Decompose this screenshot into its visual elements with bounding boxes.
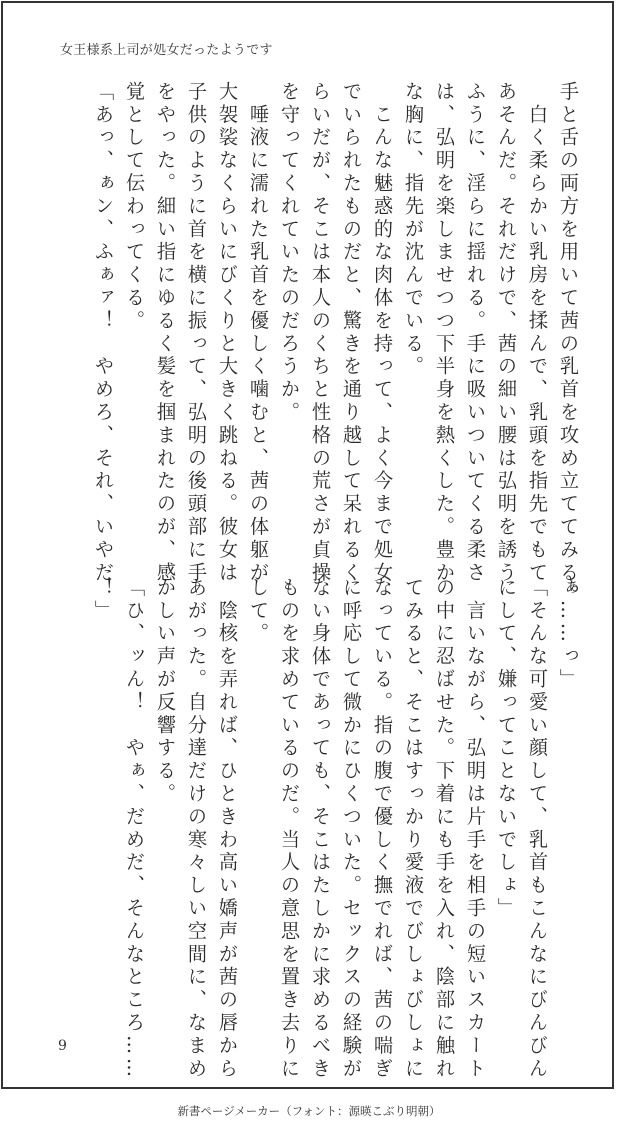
text-column: をやった。細い指にゆるく髪を掴まれたのが、感 bbox=[154, 81, 177, 585]
text-column: てみると、そこはすっかり愛液でびしょびしょに bbox=[402, 577, 425, 1081]
text-column: な胸に、指先が沈んでいる。 bbox=[402, 81, 425, 379]
text-column: 「あっ、ぁン、ふぁァ！ やめろ、それ、いやだ bbox=[92, 81, 115, 585]
text-column: して。 bbox=[247, 577, 270, 646]
text-column: なっている。指の腹で優しく撫でれば、茜の喘ぎ bbox=[371, 577, 394, 1081]
text-column: あそんだ。それだけで、茜の細い腰は弘明を誘う bbox=[495, 81, 518, 585]
generator-credit: 新書ページメーカー（フォント：源暎こぶり明朝） bbox=[177, 1104, 441, 1118]
running-head-title: 女王様系上司が処女だったようです bbox=[60, 43, 273, 58]
text-column: に呼応して微かにひくついた。セックスの経験が bbox=[340, 577, 363, 1081]
text-column: あがった。自分達だけの寒々しい空間に、なまめ bbox=[185, 577, 208, 1081]
text-column: は、弘明を楽しませつつ下半身を熱くした。豊か bbox=[433, 81, 456, 585]
text-column: 言いながら、弘明は片手を相手の短いスカート bbox=[464, 577, 487, 1081]
text-column: かしい声が反響する。 bbox=[154, 577, 177, 806]
upper-text-block bbox=[88, 81, 584, 608]
text-column: にして、嫌ってことないでしょ」 bbox=[495, 577, 518, 921]
text-column: 唾液に濡れた乳首を優しく噛むと、茜の体躯が bbox=[247, 81, 270, 585]
book-page bbox=[1, 1, 614, 1089]
text-column: 「そんな可愛い顔して、乳首もこんなにびんびん bbox=[526, 577, 549, 1081]
page-number: 9 bbox=[58, 1038, 67, 1054]
text-column: ものを求めているのだ。当人の意思を置き去りに bbox=[278, 577, 301, 1081]
lower-text-block bbox=[88, 577, 584, 1081]
text-column: 手と舌の両方を用いて茜の乳首を攻め立ててみる。 bbox=[557, 81, 580, 608]
text-column: 覚として伝わってくる。 bbox=[123, 81, 146, 333]
text-column: 子供のように首を横に振って、弘明の後頭部に手 bbox=[185, 81, 208, 585]
text-column: 「ひ、ッん！ やぁ、だめだ、そんなところ…… bbox=[123, 577, 146, 1081]
text-column: 白く柔らかい乳房を揉んで、乳頭を指先でもて bbox=[526, 81, 549, 585]
text-column: ふうに、淫らに揺れる。手に吸いついてくる柔さ bbox=[464, 81, 487, 585]
text-column: らいだが、そこは本人のくちと性格の荒さが貞操 bbox=[309, 81, 332, 585]
text-column: 陰核を弄れば、ひときわ高い嬌声が茜の唇から bbox=[216, 577, 239, 1081]
text-column: ない身体であっても、そこはたしかに求めるべき bbox=[309, 577, 332, 1081]
text-column: の中に忍ばせた。下着にも手を入れ、陰部に触れ bbox=[433, 577, 456, 1081]
text-column: でいられたものだと、驚きを通り越して呆れるく bbox=[340, 81, 363, 585]
text-column: ぁ……っ」 bbox=[557, 577, 580, 692]
text-column: 大袈裟なくらいにびくりと大きく跳ねる。彼女は bbox=[216, 81, 239, 585]
text-column: こんな魅惑的な肉体を持って、よく今まで処女 bbox=[371, 81, 394, 585]
text-column: を守ってくれていたのだろうか。 bbox=[278, 81, 301, 425]
text-column: ！」 bbox=[92, 577, 115, 623]
